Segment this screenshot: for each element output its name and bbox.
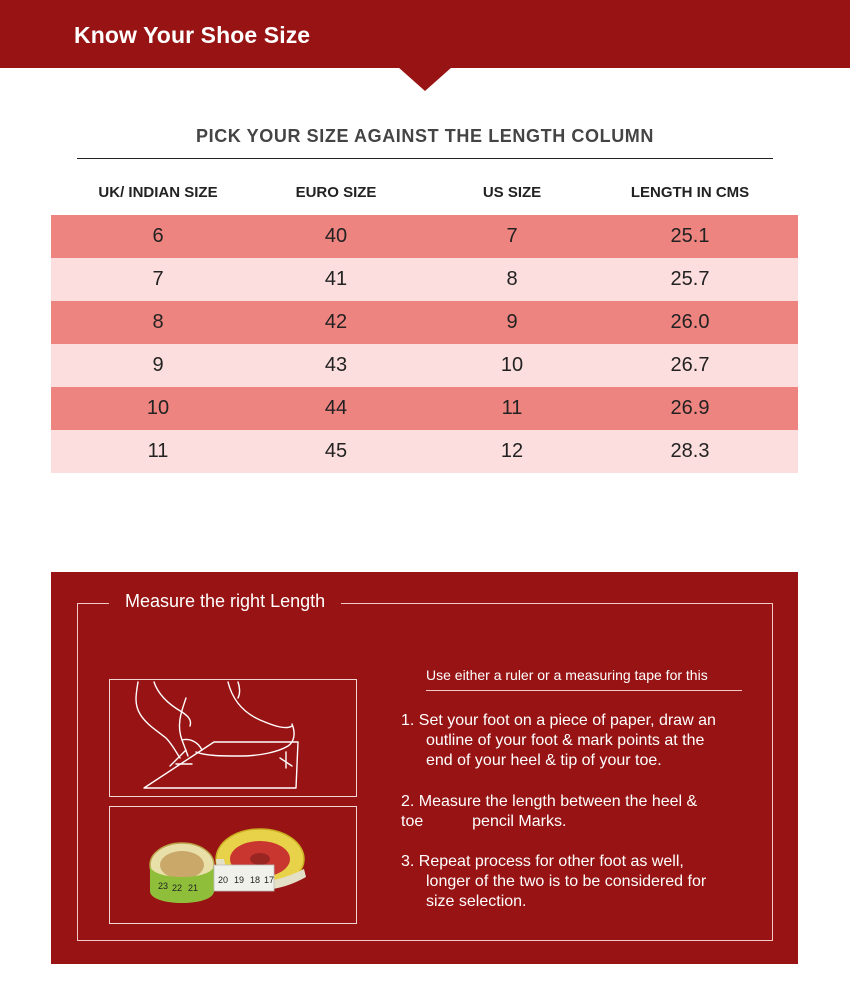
cell-euro: 41 bbox=[324, 268, 348, 290]
cell-us: 11 bbox=[501, 397, 523, 419]
col-header-uk-indian: UK/ INDIAN SIZE bbox=[98, 184, 218, 201]
cell-uk-indian: 7 bbox=[152, 268, 164, 290]
cell-uk-indian: 8 bbox=[152, 311, 164, 333]
col-header-length: LENGTH IN CMS bbox=[630, 184, 750, 201]
cell-euro: 45 bbox=[324, 440, 348, 462]
size-chart-subtitle: PICK YOUR SIZE AGAINST THE LENGTH COLUMN bbox=[195, 126, 654, 146]
cell-length: 25.1 bbox=[670, 225, 710, 247]
cell-euro: 44 bbox=[324, 397, 348, 419]
table-row bbox=[51, 387, 798, 430]
cell-uk-indian: 9 bbox=[152, 354, 164, 376]
measure-panel bbox=[51, 572, 798, 964]
cell-uk-indian: 10 bbox=[146, 397, 170, 419]
step-3-line-1: 3. Repeat process for other foot as well, bbox=[401, 853, 684, 870]
cell-length: 25.7 bbox=[670, 268, 710, 290]
step-1 bbox=[401, 711, 741, 771]
col-header-us: US SIZE bbox=[482, 184, 542, 201]
step-2 bbox=[401, 792, 741, 832]
tape-number: 17 bbox=[264, 875, 275, 885]
page-header bbox=[0, 0, 850, 68]
cell-length: 26.0 bbox=[670, 311, 710, 333]
cell-us: 9 bbox=[506, 311, 518, 333]
step-1-line-1: 1. Set your foot on a piece of paper, draw an bbox=[401, 712, 716, 729]
cell-us: 10 bbox=[500, 354, 524, 376]
measuring-tape-icon bbox=[110, 807, 356, 923]
cell-uk-indian: 6 bbox=[152, 225, 164, 247]
page-title: Know Your Shoe Size bbox=[74, 22, 311, 48]
cell-euro: 40 bbox=[324, 225, 348, 247]
cell-euro: 43 bbox=[324, 354, 348, 376]
cell-euro: 42 bbox=[324, 311, 348, 333]
tape-number: 22 bbox=[172, 883, 183, 893]
cell-length: 28.3 bbox=[670, 440, 710, 462]
cell-length: 26.9 bbox=[670, 397, 710, 419]
measure-subtitle-divider bbox=[426, 690, 742, 691]
table-row bbox=[51, 301, 798, 344]
header-pointer bbox=[398, 67, 452, 91]
foot-tracing-illustration bbox=[109, 679, 357, 797]
measuring-tape-illustration bbox=[109, 806, 357, 924]
foot-sketch-icon bbox=[110, 680, 356, 796]
cell-us: 8 bbox=[506, 268, 518, 290]
tape-number: 23 bbox=[158, 881, 169, 891]
step-3 bbox=[401, 852, 741, 912]
step-1-line-2: outline of your foot & mark points at the bbox=[426, 732, 705, 749]
measure-title: Measure the right Length bbox=[109, 591, 341, 612]
step-3-line-3: size selection. bbox=[426, 893, 527, 910]
step-3-line-2: longer of the two is to be considered for bbox=[426, 873, 707, 890]
table-row bbox=[51, 258, 798, 301]
measure-subtitle: Use either a ruler or a measuring tape for this bbox=[426, 667, 708, 683]
cell-uk-indian: 11 bbox=[147, 440, 169, 462]
size-table-header bbox=[51, 184, 798, 206]
tape-number: 20 bbox=[218, 875, 229, 885]
table-row bbox=[51, 344, 798, 387]
step-2-line-2: toe pencil Marks. bbox=[401, 813, 567, 830]
cell-us: 12 bbox=[500, 440, 524, 462]
step-1-line-3: end of your heel & tip of your toe. bbox=[426, 752, 662, 769]
step-2-line-1: 2. Measure the length between the heel & bbox=[401, 793, 698, 810]
cell-us: 7 bbox=[506, 225, 518, 247]
subtitle-divider bbox=[77, 158, 773, 159]
cell-length: 26.7 bbox=[670, 354, 710, 376]
table-row bbox=[51, 215, 798, 258]
table-row bbox=[51, 430, 798, 473]
tape-number: 19 bbox=[234, 875, 245, 885]
size-table-body bbox=[51, 215, 798, 473]
col-header-euro: EURO SIZE bbox=[295, 184, 377, 201]
tape-number: 18 bbox=[250, 875, 261, 885]
tape-number: 21 bbox=[188, 883, 199, 893]
